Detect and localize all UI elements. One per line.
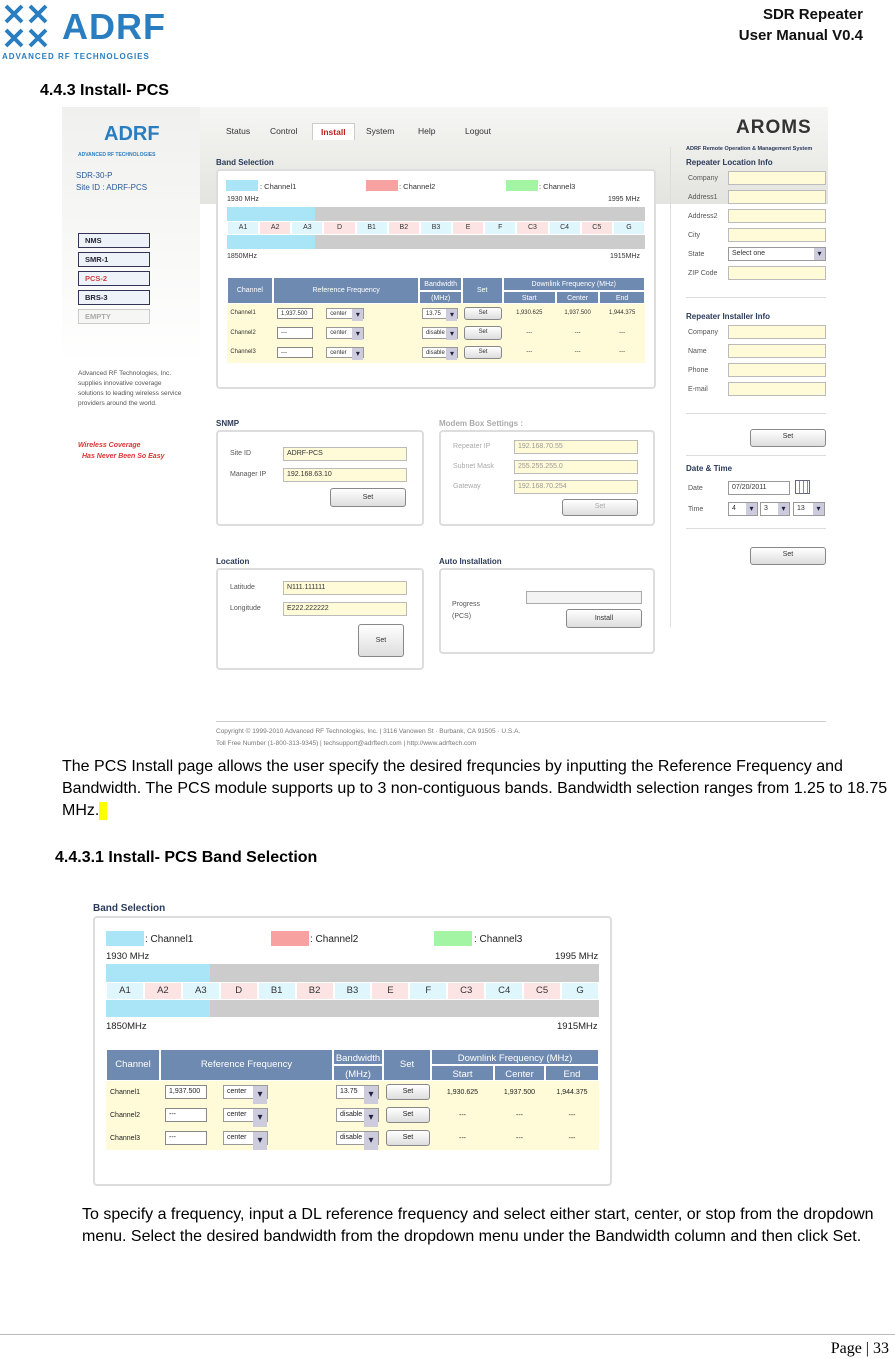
location-title: Location xyxy=(216,557,250,566)
latitude-label: Latitude xyxy=(230,584,255,591)
band-block-b2[interactable]: B2 xyxy=(388,221,420,235)
col-header-bandwidth: Bandwidth xyxy=(333,1049,383,1065)
dl-start: --- xyxy=(526,329,533,336)
band-block-b2[interactable]: B2 xyxy=(296,982,334,1000)
dl-end: --- xyxy=(619,329,626,336)
dl-end: 1,944.375 xyxy=(608,310,636,317)
install-pcs-screenshot xyxy=(62,107,828,749)
field-input-company[interactable] xyxy=(728,325,826,339)
logo-text: ADRF xyxy=(62,6,166,47)
brand-name: AROMS xyxy=(736,117,812,138)
band2-table xyxy=(106,1049,599,1173)
band-bar-bottom-fill xyxy=(227,235,315,249)
band-block-a1[interactable]: A1 xyxy=(227,221,259,235)
field-label-address1: Address1 xyxy=(688,194,718,201)
dl-end: --- xyxy=(568,1112,576,1119)
bandwidth-select[interactable]: 13.75 ▾ xyxy=(422,308,458,320)
col-header-downlink: Downlink Frequency (MHz) xyxy=(431,1049,599,1065)
legend-swatch-channel3 xyxy=(506,180,538,191)
dl-start: 1,930.625 xyxy=(446,1089,479,1096)
bandwidth-select[interactable]: disable ▾ xyxy=(422,347,458,359)
module-pcs-button[interactable]: PCS-2 xyxy=(78,271,150,286)
band-bar-top xyxy=(227,207,645,221)
col-header-channel: Channel xyxy=(227,277,273,304)
col-header-set: Set xyxy=(383,1049,431,1081)
band-block-e[interactable]: E xyxy=(452,221,484,235)
band-block-a1[interactable]: A1 xyxy=(106,982,144,1000)
install-button[interactable]: Install xyxy=(566,609,642,628)
band-block-c3[interactable]: C3 xyxy=(447,982,485,1000)
field-label-name: Name xyxy=(688,348,707,355)
band-bar-bottom xyxy=(227,235,645,249)
band-block-a2[interactable]: A2 xyxy=(259,221,291,235)
band-bar-top-fill xyxy=(227,207,315,221)
field-label-address2: Address2 xyxy=(688,213,718,220)
gateway-label: Gateway xyxy=(453,483,481,490)
tab-control[interactable]: Control xyxy=(270,126,298,136)
divider-3 xyxy=(686,455,826,456)
bandwidth-select[interactable]: 13.75 ▾ xyxy=(336,1085,379,1099)
location-set-button[interactable]: Set xyxy=(358,624,404,657)
legend-swatch-channel2 xyxy=(366,180,398,191)
channel-set-button[interactable]: Set xyxy=(464,346,501,360)
subsection-title: 4.4.3.1 Install- PCS Band Selection xyxy=(55,849,318,866)
progress-label: Progress xyxy=(452,601,481,608)
divider-4 xyxy=(686,528,826,529)
footer-divider-line xyxy=(0,1334,895,1335)
band2-bar-top-fill xyxy=(106,964,210,982)
legend2-swatch-channel1 xyxy=(106,931,144,946)
side-description: Advanced RF Technologies, Inc. supplies innovative coverage solutions to leading wireless service providers around the world. xyxy=(78,370,182,407)
tab-install[interactable]: Install xyxy=(312,123,355,140)
channel-set-button[interactable]: Set xyxy=(386,1107,430,1123)
col-header-end: End xyxy=(545,1065,599,1081)
datetime-title: Date & Time xyxy=(686,464,733,473)
channel-name: Channel3 xyxy=(110,1135,140,1142)
reference-mode-select[interactable]: center ▾ xyxy=(223,1131,268,1145)
band-block-b3[interactable]: B3 xyxy=(420,221,452,235)
dl-end: --- xyxy=(568,1135,576,1142)
channel-name: Channel2 xyxy=(110,1112,140,1119)
band-selection-screenshot xyxy=(93,902,612,1186)
field-input-company[interactable] xyxy=(728,171,826,185)
freq2-bottom-left: 1850MHz xyxy=(106,1021,147,1032)
band2-bar-bottom xyxy=(106,1000,599,1017)
state-select[interactable]: Select one ▾ xyxy=(728,247,826,261)
latitude-input[interactable]: N111.111111 xyxy=(283,581,407,595)
field-label-state: State xyxy=(688,251,705,258)
divider-1 xyxy=(686,297,826,298)
time-hour-select[interactable]: 4 ▾ xyxy=(728,502,758,516)
brand-sub: ADRF Remote Operation & Management System xyxy=(686,146,813,152)
channel-name: Channel1 xyxy=(110,1089,140,1096)
field-label-phone: Phone xyxy=(688,367,709,374)
band2-bar-top xyxy=(106,964,599,982)
band-blocks xyxy=(227,221,645,235)
slogan-line1: Wireless Coverage xyxy=(78,442,141,449)
reference-input[interactable]: --- xyxy=(165,1108,207,1122)
installer-fields xyxy=(686,325,826,405)
col-header-set: Set xyxy=(462,277,503,304)
dl-start: --- xyxy=(526,349,533,356)
calendar-icon[interactable] xyxy=(795,480,810,494)
band2-blocks xyxy=(106,982,599,1000)
right-divider xyxy=(670,147,671,627)
reference-input[interactable]: 1,937.500 xyxy=(165,1085,207,1099)
repeater-ip-input[interactable]: 192.168.70.55 xyxy=(514,440,638,454)
datetime-set-button[interactable]: Set xyxy=(750,547,826,565)
channel-set-button[interactable]: Set xyxy=(464,307,501,321)
band-block-b1[interactable]: B1 xyxy=(356,221,388,235)
band-block-c5[interactable]: C5 xyxy=(523,982,561,1000)
copyright-text: Copyright © 1999-2010 Advanced RF Technologies, Inc. | 3116 Vanowen St · Burbank, CA 91505 · U.S.A. xyxy=(216,728,521,735)
dl-end: 1,944.375 xyxy=(556,1089,588,1096)
band-block-a3[interactable]: A3 xyxy=(182,982,220,1000)
legend2-channel2: : Channel2 xyxy=(310,934,359,945)
freq2-top-right: 1995 MHz xyxy=(555,951,599,962)
tab-system[interactable]: System xyxy=(366,126,395,136)
col-header-end: End xyxy=(599,291,645,305)
band-block-c4[interactable]: C4 xyxy=(485,982,523,1000)
reference-mode-select[interactable]: center ▾ xyxy=(326,308,364,320)
col-header-bandwidth-unit: (MHz) xyxy=(419,291,461,305)
band-block-b1[interactable]: B1 xyxy=(258,982,296,1000)
legend2-swatch-channel3 xyxy=(434,931,472,946)
time-second-select[interactable]: 13 ▾ xyxy=(793,502,825,516)
legend2-swatch-channel2 xyxy=(271,931,309,946)
longitude-label: Longitude xyxy=(230,605,261,612)
band-block-e[interactable]: E xyxy=(371,982,409,1000)
reference-mode-select[interactable]: center ▾ xyxy=(326,347,364,359)
band-block-d[interactable]: D xyxy=(220,982,258,1000)
field-input-address2[interactable] xyxy=(728,209,826,223)
field-input-e-mail[interactable] xyxy=(728,382,826,396)
dl-center: --- xyxy=(574,349,581,356)
longitude-input[interactable]: E222.222222 xyxy=(283,602,407,616)
field-input-zip-code[interactable] xyxy=(728,266,826,280)
reference-input[interactable]: --- xyxy=(277,327,313,339)
legend-swatch-channel1 xyxy=(226,180,258,191)
channel-set-button[interactable]: Set xyxy=(386,1130,430,1146)
page-number: Page | 33 xyxy=(830,1340,889,1357)
col-header-center: Center xyxy=(494,1065,545,1081)
field-label-zip-code: ZIP Code xyxy=(688,270,718,277)
band-block-a3[interactable]: A3 xyxy=(291,221,323,235)
module-smr-button[interactable]: SMR-1 xyxy=(78,252,150,267)
date-label: Date xyxy=(688,485,703,492)
freq2-top-left: 1930 MHz xyxy=(106,951,150,962)
manager-ip-label: Manager IP xyxy=(230,471,267,478)
snmp-title: SNMP xyxy=(216,419,240,428)
band-block-f[interactable]: F xyxy=(484,221,516,235)
installer-set-button[interactable]: Set xyxy=(750,429,826,447)
bandwidth-select[interactable]: disable ▾ xyxy=(336,1131,379,1145)
dl-center: --- xyxy=(516,1135,523,1142)
auto-install-title: Auto Installation xyxy=(439,557,502,566)
reference-input[interactable]: --- xyxy=(277,347,313,359)
reference-mode-select[interactable]: center ▾ xyxy=(326,327,364,339)
module-nms-button[interactable]: NMS xyxy=(78,233,150,248)
footer-divider xyxy=(216,721,826,722)
legend2-channel1: : Channel1 xyxy=(145,934,194,945)
snmp-site-id-label: Site ID xyxy=(230,450,252,457)
field-input-name[interactable] xyxy=(728,344,826,358)
channel-name: Channel3 xyxy=(230,349,256,356)
legend-channel3: : Channel3 xyxy=(539,182,576,191)
col-header-start: Start xyxy=(431,1065,494,1081)
col-header-reference: Reference Frequency xyxy=(160,1049,333,1081)
tab-help[interactable]: Help xyxy=(418,126,436,136)
channel-set-button[interactable]: Set xyxy=(464,326,501,340)
instructions-paragraph: To specify a frequency, input a DL reference frequency and select either start, center, or stop from the dropdown menu. Select the desired bandwidth from the dropdown menu under the Bandwidth column and then click Set. xyxy=(82,1206,874,1245)
band-block-d[interactable]: D xyxy=(323,221,355,235)
bandwidth-select[interactable]: disable ▾ xyxy=(336,1108,379,1122)
date-input[interactable]: 07/20/2011 xyxy=(728,481,790,495)
screen-logo-text: ADRF xyxy=(104,123,160,145)
dl-start: --- xyxy=(459,1112,466,1119)
tab-logout[interactable]: Logout xyxy=(465,126,491,136)
col-header-bandwidth: Bandwidth xyxy=(419,277,461,291)
bandwidth-select[interactable]: disable ▾ xyxy=(422,327,458,339)
modem-set-button[interactable]: Set xyxy=(562,499,638,516)
module-empty-button[interactable]: EMPTY xyxy=(78,309,150,324)
site-id: Site ID : ADRF-PCS xyxy=(76,183,148,192)
band-table xyxy=(227,277,645,377)
repeater-location-fields xyxy=(686,171,826,291)
progress-bar xyxy=(526,591,642,604)
time-minute-select[interactable]: 3 ▾ xyxy=(760,502,790,516)
band-block-c5[interactable]: C5 xyxy=(581,221,613,235)
col-header-start: Start xyxy=(503,291,556,305)
band-selection-title-2: Band Selection xyxy=(93,903,166,914)
manager-ip-input[interactable]: 192.168.63.10 xyxy=(283,468,407,482)
field-label-city: City xyxy=(688,232,701,239)
device-name: SDR-30-P xyxy=(76,171,113,180)
band-block-a2[interactable]: A2 xyxy=(144,982,182,1000)
dl-start: --- xyxy=(459,1135,466,1142)
legend-channel2: : Channel2 xyxy=(399,182,436,191)
modem-title: Modem Box Settings : xyxy=(439,419,524,428)
col-header-downlink: Downlink Frequency (MHz) xyxy=(503,277,645,291)
subnet-input[interactable]: 255.255.255.0 xyxy=(514,460,638,474)
legend2-channel3: : Channel3 xyxy=(474,934,523,945)
screen-logo-sub: ADVANCED RF TECHNOLOGIES xyxy=(78,152,156,158)
subnet-label: Subnet Mask xyxy=(453,463,494,470)
col-header-bandwidth-unit: (MHz) xyxy=(333,1065,383,1081)
time-label: Time xyxy=(688,506,704,513)
highlight-mark xyxy=(99,802,107,820)
gateway-input[interactable]: 192.168.70.254 xyxy=(514,480,638,494)
reference-mode-select[interactable]: center ▾ xyxy=(223,1108,268,1122)
col-header-center: Center xyxy=(556,291,599,305)
band2-bar-bottom-fill xyxy=(106,1000,210,1017)
repeater-location-title: Repeater Location Info xyxy=(686,158,773,167)
slogan-line2: Has Never Been So Easy xyxy=(82,453,165,460)
dl-start: 1,930.625 xyxy=(516,310,543,317)
freq-top-right: 1995 MHz xyxy=(608,196,640,203)
tab-status[interactable]: Status xyxy=(226,126,251,136)
field-input-address1[interactable] xyxy=(728,190,826,204)
freq-bottom-right: 1915MHz xyxy=(610,253,640,260)
dl-center: 1,937.500 xyxy=(503,1089,536,1096)
dl-end: --- xyxy=(619,349,626,356)
field-label-company: Company xyxy=(688,329,718,336)
left-sidebar xyxy=(62,107,200,749)
dl-center: --- xyxy=(574,329,581,336)
reference-input[interactable]: --- xyxy=(165,1131,207,1145)
snmp-site-id-input[interactable]: ADRF-PCS xyxy=(283,447,407,461)
field-input-phone[interactable] xyxy=(728,363,826,377)
snmp-set-button[interactable]: Set xyxy=(330,488,406,507)
channel-set-button[interactable]: Set xyxy=(386,1084,430,1100)
band-block-f[interactable]: F xyxy=(409,982,447,1000)
module-brs-button[interactable]: BRS-3 xyxy=(78,290,150,305)
band-block-c4[interactable]: C4 xyxy=(549,221,581,235)
installer-title: Repeater Installer Info xyxy=(686,312,771,321)
logo-subtext: ADVANCED RF TECHNOLOGIES xyxy=(2,52,150,61)
repeater-ip-label: Repeater IP xyxy=(453,443,491,450)
intro-paragraph xyxy=(62,756,892,822)
reference-input[interactable]: 1,937.500 xyxy=(277,308,313,320)
dl-center: --- xyxy=(516,1112,523,1119)
band-block-b3[interactable]: B3 xyxy=(334,982,372,1000)
band-selection-title: Band Selection xyxy=(216,158,274,167)
freq2-bottom-right: 1915MHz xyxy=(557,1021,598,1032)
band-block-c3[interactable]: C3 xyxy=(516,221,548,235)
channel-name: Channel1 xyxy=(230,310,256,317)
progress-sub-label: (PCS) xyxy=(452,613,472,620)
dl-center: 1,937.500 xyxy=(564,310,591,317)
tollfree-text: Toll Free Number (1-800-313-9345) | techsupport@adrftech.com | http://www.adrftech.com xyxy=(216,740,477,747)
doc-subtitle: User Manual V0.4 xyxy=(738,27,863,44)
field-label-company: Company xyxy=(688,175,718,182)
band-block-g[interactable]: G xyxy=(613,221,645,235)
field-label-e-mail: E-mail xyxy=(688,386,708,393)
divider-2 xyxy=(686,413,826,414)
col-header-reference: Reference Frequency xyxy=(273,277,420,304)
intro-paragraph-text: The PCS Install page allows the user specify the desired frequncies by inputting the Reference Frequency and Bandwidth. The PCS module supports up to 3 non-contiguous bands. Bandwidth selection ranges from 1.25 to 18.75 MHz. xyxy=(62,758,888,819)
doc-title: SDR Repeater xyxy=(762,6,863,23)
legend-channel1: : Channel1 xyxy=(260,182,297,191)
col-header-channel: Channel xyxy=(106,1049,160,1081)
channel-name: Channel2 xyxy=(230,329,256,336)
band-block-g[interactable]: G xyxy=(561,982,599,1000)
reference-mode-select[interactable]: center ▾ xyxy=(223,1085,268,1099)
freq-top-left: 1930 MHz xyxy=(227,196,259,203)
section-title: 4.4.3 Install- PCS xyxy=(40,82,169,99)
freq-bottom-left: 1850MHz xyxy=(227,253,257,260)
field-input-city[interactable] xyxy=(728,228,826,242)
